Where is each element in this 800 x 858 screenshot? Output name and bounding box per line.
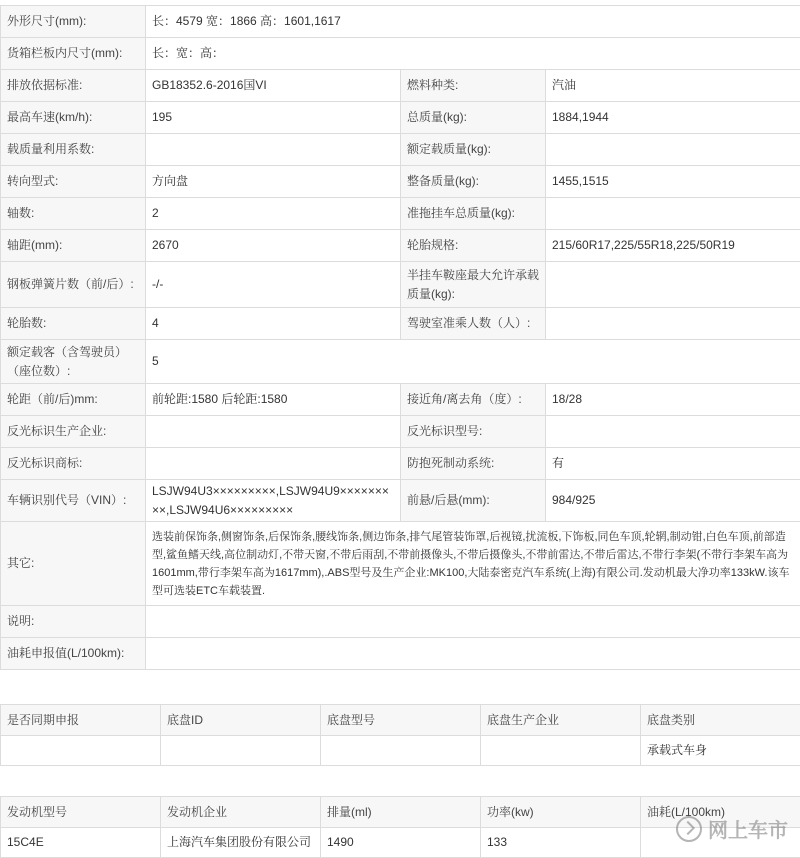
saddle-load-value [546, 262, 800, 308]
engine-cell: 15C4E [1, 828, 161, 858]
note-label: 说明: [1, 606, 146, 638]
reflector-brand-value [146, 448, 401, 480]
chassis-header-cell: 底盘ID [161, 705, 321, 736]
max-speed-label: 最高车速(km/h): [1, 102, 146, 134]
cab-capacity-label: 驾驶室准乘人数（人）: [401, 308, 546, 340]
abs-label: 防抱死制动系统: [401, 448, 546, 480]
vin-value: LSJW94U3×××××××××,LSJW94U9×××××××××,LSJW94U6××××××××× [146, 480, 401, 522]
tire-count-value: 4 [146, 308, 401, 340]
seats-label: 额定载客（含驾驶员）（座位数）: [1, 340, 146, 384]
engine-cell: 1490 [321, 828, 481, 858]
tire-count-label: 轮胎数: [1, 308, 146, 340]
chassis-header-cell: 底盘类别 [641, 705, 800, 736]
axles-label: 轴数: [1, 198, 146, 230]
chassis-header-cell: 底盘型号 [321, 705, 481, 736]
angles-value: 18/28 [546, 384, 800, 416]
steering-value: 方向盘 [146, 166, 401, 198]
reflector-maker-value [146, 416, 401, 448]
dimensions-value: 长：4579 宽：1866 高：1601,1617 [146, 6, 800, 38]
curb-mass-label: 整备质量(kg): [401, 166, 546, 198]
chassis-cell [1, 736, 161, 766]
engine-header-cell: 排量(ml) [321, 797, 481, 828]
engine-header-cell: 油耗(L/100km) [641, 797, 800, 828]
gross-mass-label: 总质量(kg): [401, 102, 546, 134]
vin-label: 车辆识别代号（VIN）: [1, 480, 146, 522]
chassis-cell: 承载式车身 [641, 736, 800, 766]
curb-mass-value: 1455,1515 [546, 166, 800, 198]
dimensions-label: 外形尺寸(mm): [1, 6, 146, 38]
axles-value: 2 [146, 198, 401, 230]
emission-label: 排放依据标准: [1, 70, 146, 102]
chassis-header-cell: 底盘生产企业 [481, 705, 641, 736]
tire-spec-label: 轮胎规格: [401, 230, 546, 262]
vehicle-spec-table [0, 5, 800, 670]
trailer-mass-value [546, 198, 800, 230]
engine-header-cell: 发动机企业 [161, 797, 321, 828]
gross-mass-value: 1884,1944 [546, 102, 800, 134]
saddle-load-label: 半挂车鞍座最大允许承载质量(kg): [401, 262, 546, 308]
reflector-model-value [546, 416, 800, 448]
load-util-value [146, 134, 401, 166]
engine-cell: 上海汽车集团股份有限公司 [161, 828, 321, 858]
seats-value: 5 [146, 340, 800, 384]
cargo-box-label: 货箱栏板内尺寸(mm): [1, 38, 146, 70]
wheelbase-value: 2670 [146, 230, 401, 262]
rated-load-label: 额定载质量(kg): [401, 134, 546, 166]
overhang-label: 前悬/后悬(mm): [401, 480, 546, 522]
other-value: 选装前保饰条,侧窗饰条,后保饰条,腰线饰条,侧边饰条,排气尾管装饰罩,后视镜,扰流板,下饰板,同色车顶,轮辋,制动钳,白色车顶,前部造型,鲨鱼鳍天线,高位制动灯,不带天窗,不带后雨刮,不带前摄像头,不带后摄像头,不带前雷达,不带后雷达,不带行李架(不带行李架车高为1601mm,带行李架车高为1617mm),.ABS型号及生产企业:MK100,大陆泰密克汽车系统(上海)有限公司.发动机最大净功率133kW.该车型可选装ETC车载装置. [146, 522, 800, 606]
abs-value: 有 [546, 448, 800, 480]
chassis-cell [481, 736, 641, 766]
engine-header-cell: 功率(kw) [481, 797, 641, 828]
engine-header-cell: 发动机型号 [1, 797, 161, 828]
chassis-header-cell: 是否同期申报 [1, 705, 161, 736]
reflector-brand-label: 反光标识商标: [1, 448, 146, 480]
reflector-maker-label: 反光标识生产企业: [1, 416, 146, 448]
note-value [146, 606, 800, 638]
angles-label: 接近角/离去角（度）: [401, 384, 546, 416]
chassis-cell [321, 736, 481, 766]
cab-capacity-value [546, 308, 800, 340]
other-label: 其它: [1, 522, 146, 606]
engine-cell: 133 [481, 828, 641, 858]
engine-table [0, 796, 800, 858]
leaf-spring-value: -/- [146, 262, 401, 308]
fuel-consumption-value [146, 638, 800, 670]
track-value: 前轮距:1580 后轮距:1580 [146, 384, 401, 416]
steering-label: 转向型式: [1, 166, 146, 198]
engine-cell [641, 828, 800, 858]
trailer-mass-label: 准拖挂车总质量(kg): [401, 198, 546, 230]
emission-value: GB18352.6-2016国VI [146, 70, 401, 102]
load-util-label: 载质量利用系数: [1, 134, 146, 166]
leaf-spring-label: 钢板弹簧片数（前/后）: [1, 262, 146, 308]
reflector-model-label: 反光标识型号: [401, 416, 546, 448]
overhang-value: 984/925 [546, 480, 800, 522]
max-speed-value: 195 [146, 102, 401, 134]
wheelbase-label: 轴距(mm): [1, 230, 146, 262]
tire-spec-value: 215/60R17,225/55R18,225/50R19 [546, 230, 800, 262]
cargo-box-value: 长：宽：高： [146, 38, 800, 70]
watermark-text: 网上车市 [708, 814, 788, 843]
fuel-label: 燃料种类: [401, 70, 546, 102]
fuel-consumption-label: 油耗申报值(L/100km): [1, 638, 146, 670]
track-label: 轮距（前/后)mm: [1, 384, 146, 416]
chassis-table [0, 704, 800, 766]
chassis-cell [161, 736, 321, 766]
fuel-value: 汽油 [546, 70, 800, 102]
rated-load-value [546, 134, 800, 166]
